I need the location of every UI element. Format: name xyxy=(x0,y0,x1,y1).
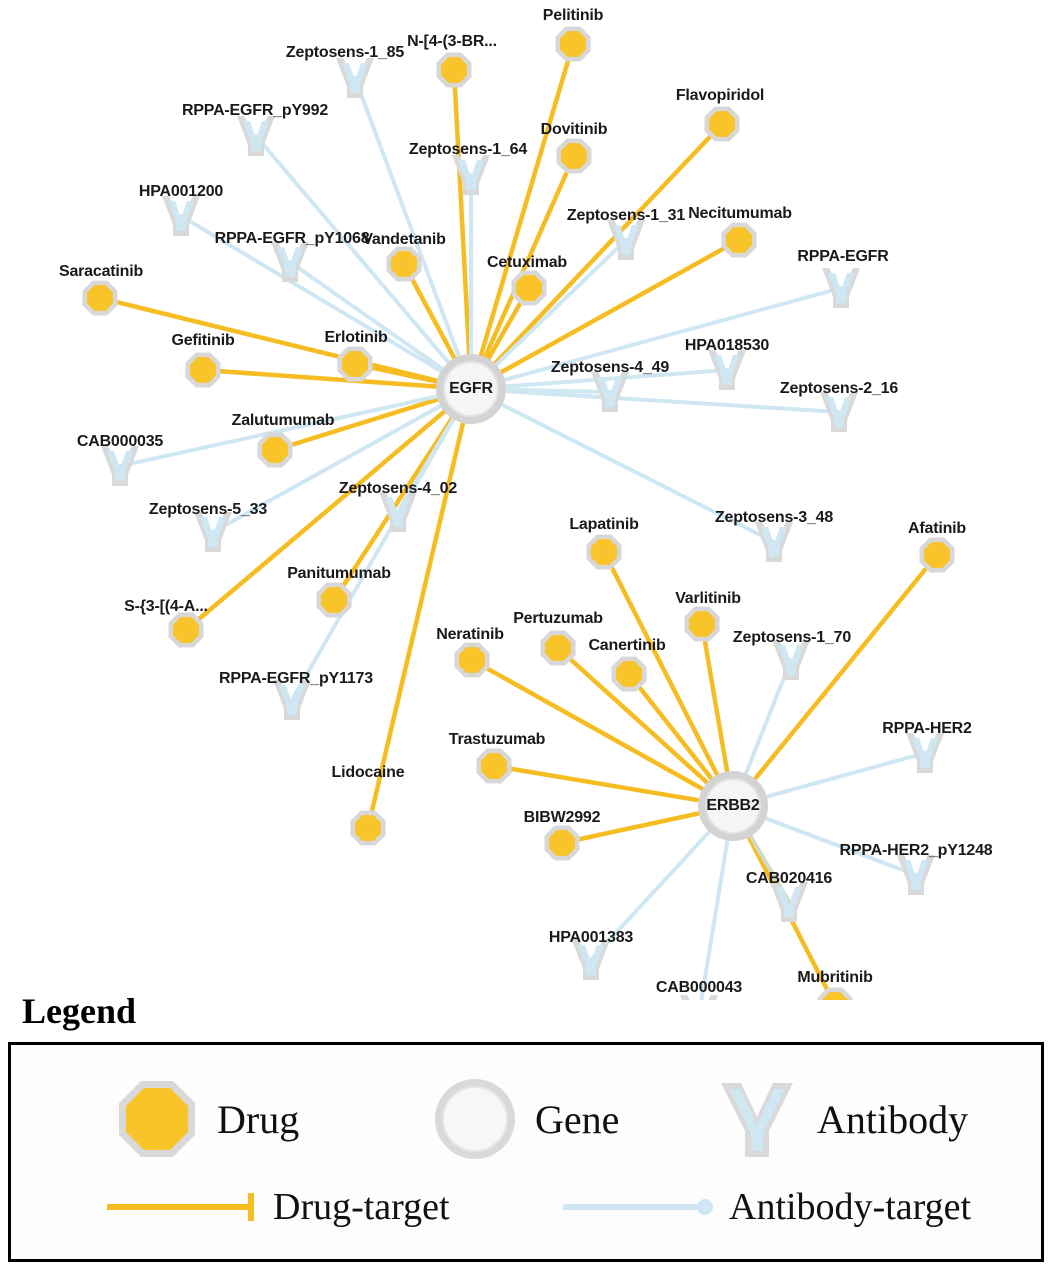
drug-node[interactable] xyxy=(726,227,752,253)
drug-node[interactable] xyxy=(616,661,642,687)
legend-item-drug xyxy=(111,1073,299,1165)
node-label: Necitumumab xyxy=(688,205,792,222)
drug-node[interactable] xyxy=(545,635,571,661)
node-label: Erlotinib xyxy=(324,329,388,346)
drug-node[interactable] xyxy=(924,542,950,568)
drug-target-edge xyxy=(454,70,471,389)
node-label: RPPA-EGFR xyxy=(797,248,889,265)
node-label: HPA001383 xyxy=(548,929,634,946)
node-label: S-{3-[(4-A... xyxy=(124,598,208,615)
node-label: Zeptosens-5_33 xyxy=(148,501,268,518)
drug-node[interactable] xyxy=(516,275,542,301)
drug-node[interactable] xyxy=(591,539,617,565)
drug-node[interactable] xyxy=(561,143,587,169)
node-label: Lidocaine xyxy=(331,764,405,781)
node-label: Zeptosens-1_85 xyxy=(285,44,405,61)
node-label: HPA001200 xyxy=(138,183,224,200)
node-label: CAB000043 xyxy=(655,979,743,996)
node-label: Afatinib xyxy=(908,520,966,537)
node-label: CAB020416 xyxy=(745,870,833,887)
legend-item-antibody-target xyxy=(559,1185,971,1229)
node-label: BIBW2992 xyxy=(523,809,601,826)
node-label: N-[4-(3-BR... xyxy=(407,33,497,50)
drug-node[interactable] xyxy=(355,815,381,841)
legend-label-gene: Gene xyxy=(535,1096,620,1142)
node-label: Zeptosens-2_16 xyxy=(779,380,899,397)
legend-label-drug: Drug xyxy=(217,1096,300,1142)
node-label: HPA018530 xyxy=(684,337,770,354)
drug-node[interactable] xyxy=(549,830,575,856)
node-label: Cetuximab xyxy=(487,254,567,271)
legend-label-antibody-target: Antibody-target xyxy=(729,1186,972,1228)
node-label: Dovitinib xyxy=(540,121,608,138)
node-label: RPPA-HER2_pY1248 xyxy=(839,842,993,859)
drug-node[interactable] xyxy=(391,251,417,277)
drug-target-edge-icon xyxy=(103,1187,263,1227)
node-label: Gefitinib xyxy=(171,332,235,349)
node-label: Zeptosens-1_64 xyxy=(408,141,528,158)
node-label: Canertinib xyxy=(588,637,666,654)
node-label: EGFR xyxy=(449,380,493,397)
node-label: RPPA-EGFR_pY992 xyxy=(181,102,329,119)
legend-box xyxy=(8,1042,1044,1262)
drug-node[interactable] xyxy=(342,351,368,377)
legend-item-drug-target xyxy=(103,1185,450,1229)
node-label: Zeptosens-1_70 xyxy=(732,629,852,646)
node-label: RPPA-HER2 xyxy=(882,720,972,737)
node-label: Saracatinib xyxy=(58,263,144,280)
drug-node[interactable] xyxy=(262,437,288,463)
node-label: Zalutumumab xyxy=(231,412,335,429)
legend-edge-row xyxy=(11,1185,1041,1255)
drug-node[interactable] xyxy=(709,111,735,137)
node-label: Varlitinib xyxy=(675,590,741,607)
node-label: RPPA-EGFR_pY1173 xyxy=(219,670,373,687)
drug-target-edge xyxy=(733,555,937,806)
node-label: Trastuzumab xyxy=(448,731,546,748)
gene-icon xyxy=(429,1073,521,1165)
drug-node[interactable] xyxy=(321,587,347,613)
drug-node[interactable] xyxy=(481,753,507,779)
node-label: CAB000035 xyxy=(76,433,164,450)
node-label: Zeptosens-4_02 xyxy=(338,480,458,497)
legend-label-drug-target: Drug-target xyxy=(273,1186,450,1228)
drug-node[interactable] xyxy=(173,617,199,643)
node-label: Zeptosens-3_48 xyxy=(714,509,834,526)
legend-item-gene xyxy=(429,1073,619,1165)
node-label: Panitumumab xyxy=(287,565,391,582)
drug-node[interactable] xyxy=(87,285,113,311)
drug-target-edge xyxy=(368,389,471,828)
drug-node[interactable] xyxy=(689,611,715,637)
drug-node[interactable] xyxy=(459,647,485,673)
antibody-icon xyxy=(711,1073,803,1165)
legend-node-row xyxy=(11,1065,1041,1175)
antibody-target-edge-icon xyxy=(559,1187,719,1227)
node-label: Zeptosens-4_49 xyxy=(550,359,670,376)
drug-node[interactable] xyxy=(190,357,216,383)
node-label: Mubritinib xyxy=(797,969,873,986)
node-label: Neratinib xyxy=(436,626,504,643)
node-label: Zeptosens-1_31 xyxy=(566,207,686,224)
node-label: Flavopiridol xyxy=(675,87,765,104)
node-label: ERBB2 xyxy=(706,797,760,814)
legend-title: Legend xyxy=(22,991,137,1031)
node-label: Lapatinib xyxy=(569,516,639,533)
node-label: RPPA-EGFR_pY1068 xyxy=(214,230,370,247)
node-label: Vandetanib xyxy=(362,231,446,248)
legend-label-antibody: Antibody xyxy=(817,1096,969,1142)
node-label: Pertuzumab xyxy=(513,610,603,627)
drug-node[interactable] xyxy=(560,31,586,57)
legend xyxy=(0,990,1059,1280)
legend-item-antibody xyxy=(711,1073,968,1165)
drug-icon xyxy=(111,1073,203,1165)
drug-node[interactable] xyxy=(441,57,467,83)
node-label: Pelitinib xyxy=(542,7,604,24)
